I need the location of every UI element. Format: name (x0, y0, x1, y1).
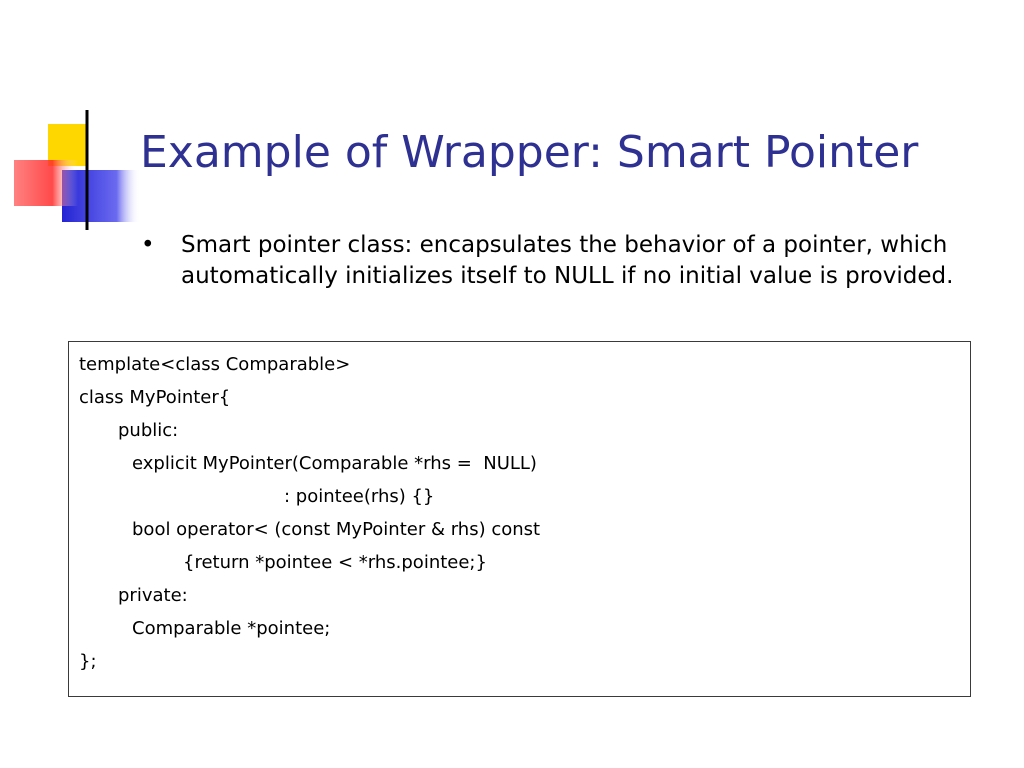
slide-title: Example of Wrapper: Smart Pointer (140, 127, 919, 178)
title-decoration (0, 0, 1024, 240)
bullet-text: Smart pointer class: encapsulates the behavior of a pointer, which automatically initializes itself to NULL if no initial value is provided. (181, 232, 954, 289)
code-line-5: : pointee(rhs) {} (284, 486, 435, 507)
code-lines (79, 348, 540, 678)
code-block (68, 341, 971, 697)
code-line-6: bool operator< (const MyPointer & rhs) const (132, 519, 541, 540)
bullet-icon: • (141, 232, 155, 258)
bullet-item (141, 230, 991, 292)
code-line-10: }; (79, 651, 97, 672)
bullet-list (141, 230, 991, 292)
code-line-7: {return *pointee < *rhs.pointee;} (183, 552, 487, 573)
code-line-8: private: (118, 585, 188, 606)
code-line-9: Comparable *pointee; (132, 618, 331, 639)
code-line-4: explicit MyPointer(Comparable *rhs = NULL) (132, 453, 537, 474)
code-line-1: template<class Comparable> (79, 354, 351, 375)
yellow-square (48, 124, 88, 166)
code-line-3: public: (118, 420, 179, 441)
code-line-2: class MyPointer{ (79, 387, 231, 408)
